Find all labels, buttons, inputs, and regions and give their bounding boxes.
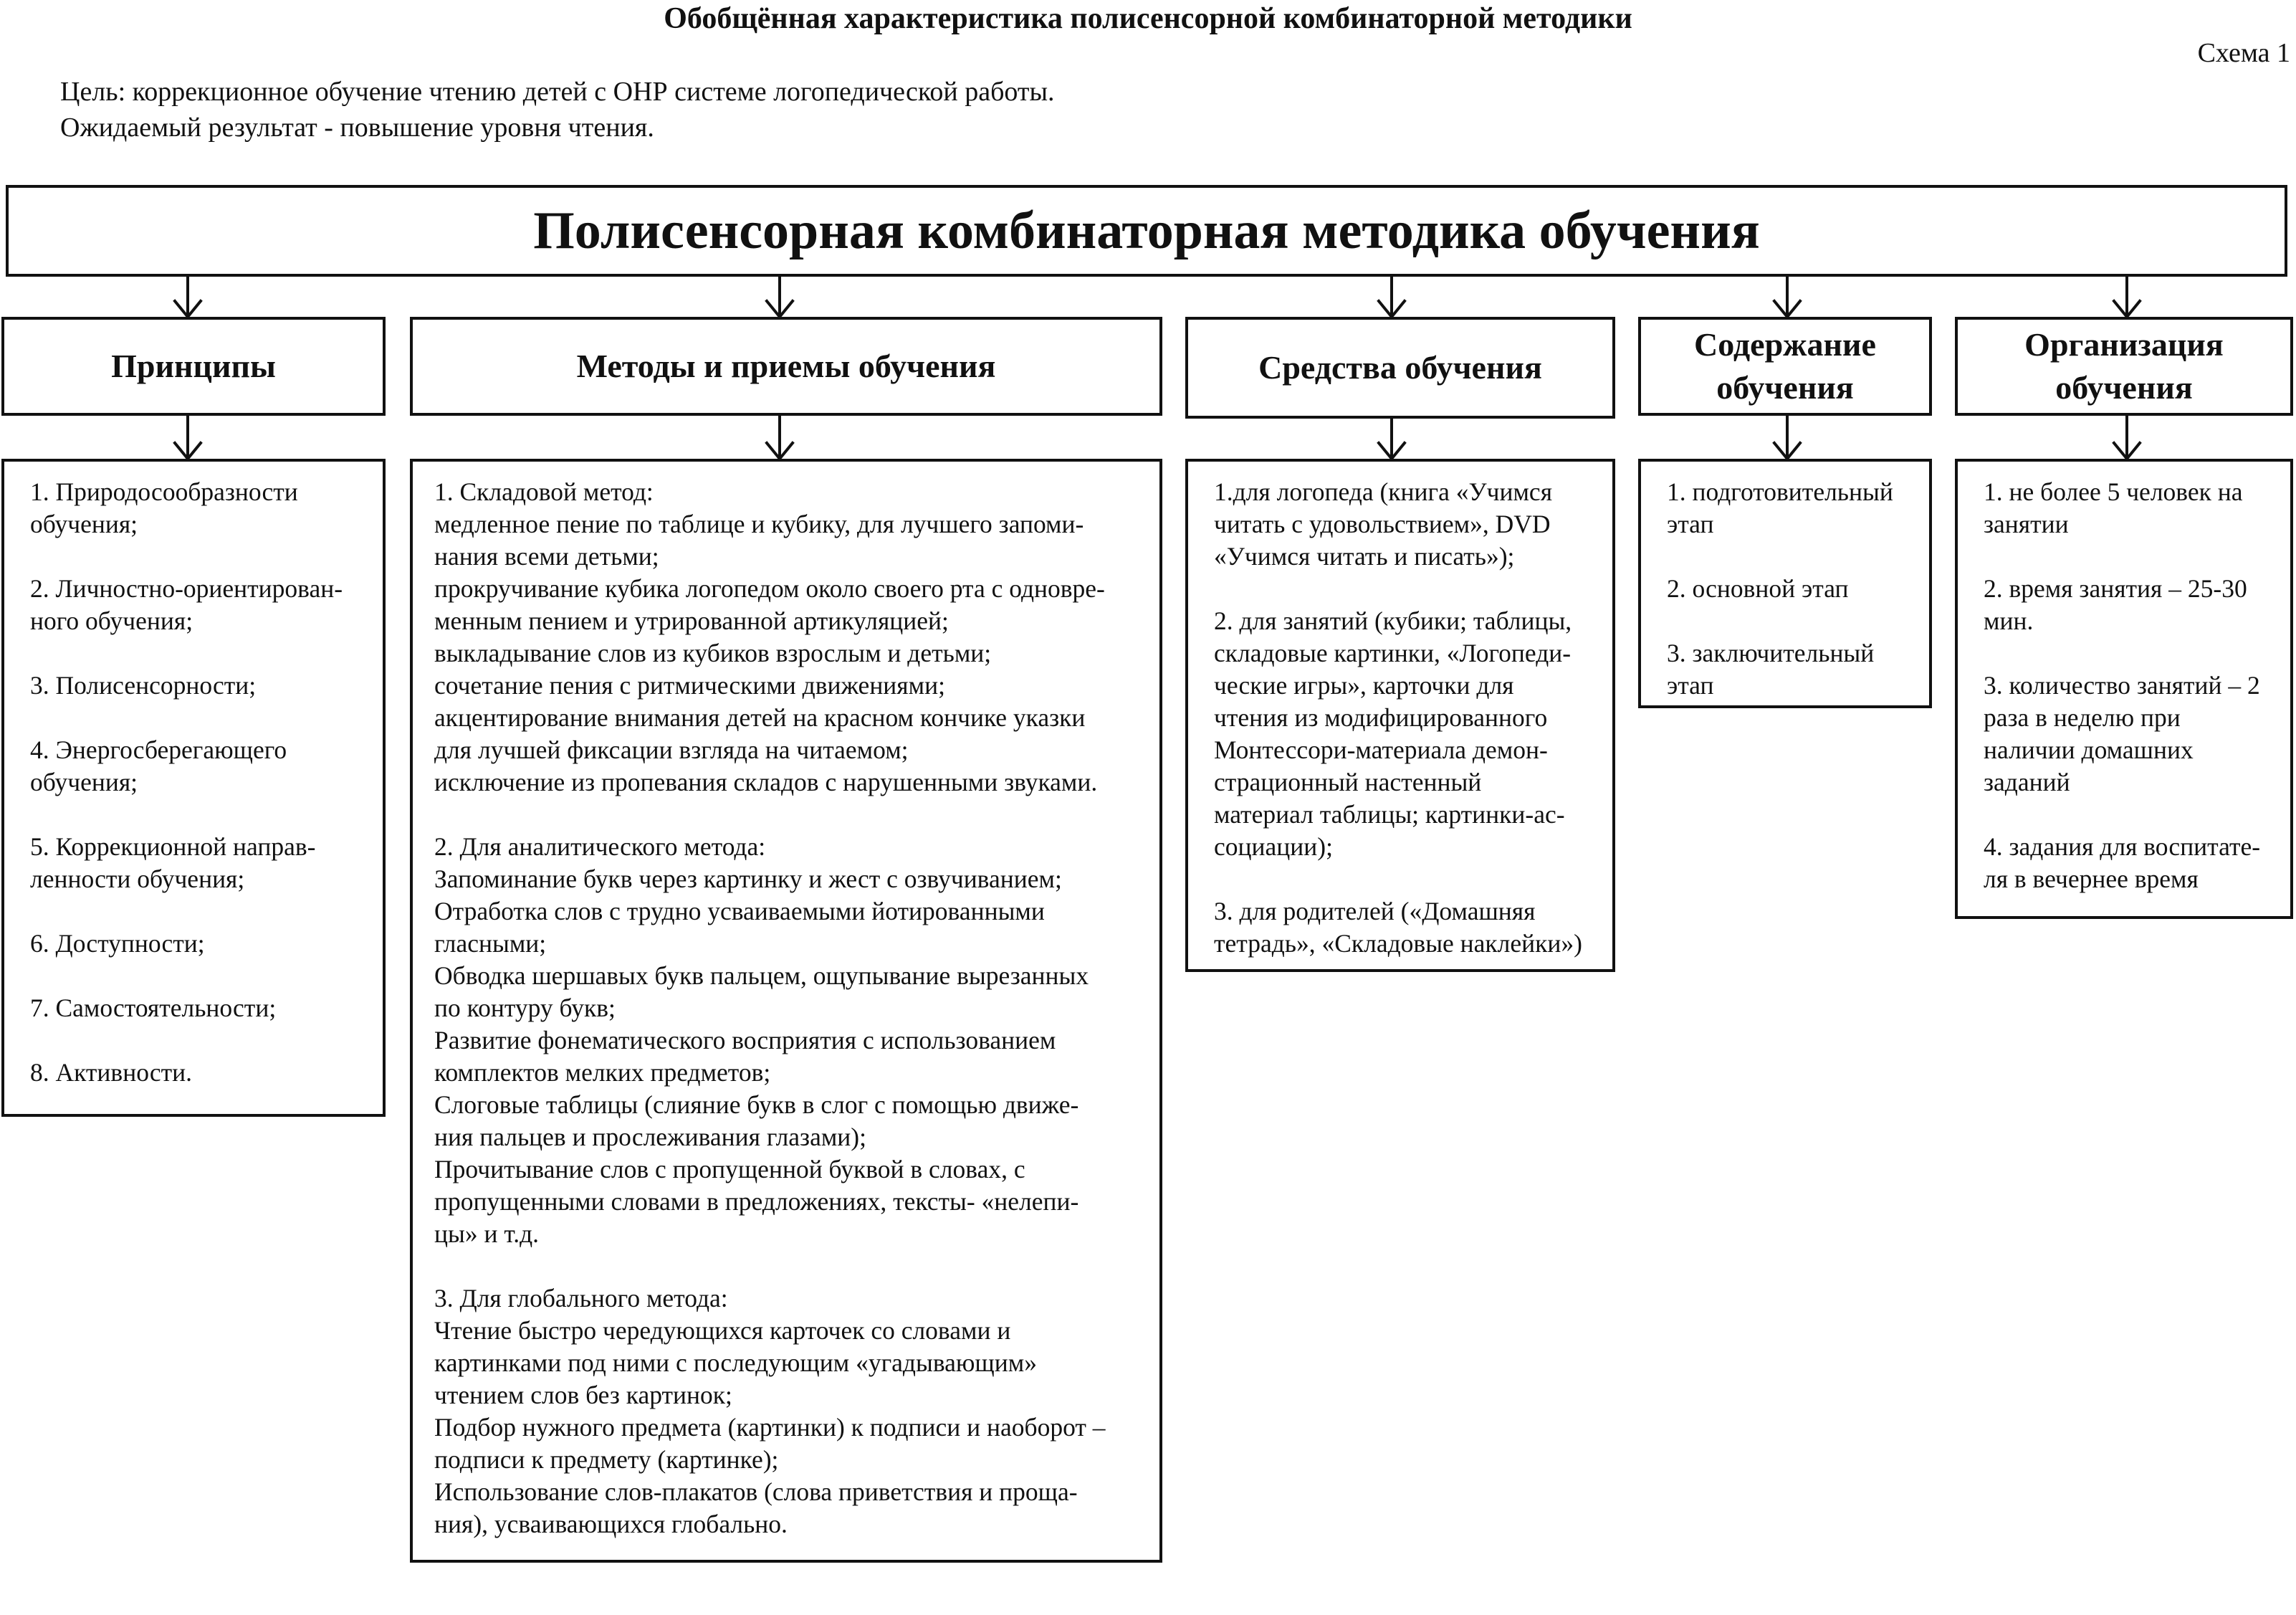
principles-list [1,459,386,1117]
heading-means [1185,317,1615,419]
arrow-main-to-principles [175,277,201,317]
method-line: Развитие фонематического восприятия с использованием [434,1026,1056,1054]
heading-content-label: Содержание обучения [1694,326,1876,406]
methods-section-analytic [434,831,1148,1250]
heading-principles-label: Принципы [111,348,276,384]
method-line: Слоговые таблицы (слияние букв в слог с помощью движе- [434,1090,1079,1119]
scheme-label: Схема 1 [2197,38,2290,68]
heading-means-label: Средства обучения [1258,349,1542,386]
arrow-main-to-methods [767,277,793,317]
method-line: акцентирование внимания детей на красном кончике указки [434,703,1086,732]
method-line: ния пальцев и прослеживания глазами); [434,1123,866,1151]
method-line: Обводка шершавых букв пальцем, ощупывание вырезанных [434,961,1089,990]
method-line: 3. Для глобального метода: [434,1284,728,1313]
list-item: 1.для логопеда (книга «Учимся читать с удовольствием», DVD «Учимся читать и писать»); [1214,477,1553,571]
list-item: 3. заключительный этап [1667,639,1875,700]
means-list [1185,459,1615,972]
method-line: для лучшей фиксации взгляда на читаемом; [434,735,909,764]
method-line: Использование слов-плакатов (слова приветствия и проща- [434,1477,1078,1506]
method-line: прокручивание кубика логопедом около своего рта с одновре- [434,574,1105,603]
method-line: подписи к предмету (картинке); [434,1445,779,1474]
list-item: 2. для занятий (кубики; таблицы, складовые картинки, «Логопеди- ческие игры», карточки для чтения из модифицированного Монтессори-материала демон- страционный настенный материал таблицы; картинки-ас- социации); [1214,606,1572,861]
heading-methods [410,317,1162,416]
arrow-principles-to-list [175,416,201,459]
document-title: Обобщённая характеристика полисенсорной комбинаторной методики [664,2,1632,35]
method-line: гласными; [434,929,547,958]
list-item: 2. основной этап [1667,574,1849,603]
main-method-title: Полисенсорная комбинаторная методика обучения [533,201,1760,260]
list-item: 1. не более 5 человек на занятии [1984,477,2243,538]
list-item: 1. Природосообразности обучения; [30,477,298,538]
list-item: 2. Личностно-ориентирован- ного обучения; [30,574,343,635]
arrow-organization-to-list [2114,416,2140,459]
arrow-main-to-content [1774,277,1800,317]
list-item: 2. время занятия – 25-30 мин. [1984,574,2247,635]
arrow-main-to-organization [2114,277,2140,317]
heading-content [1638,317,1932,416]
list-item: 7. Самостоятельности; [30,994,277,1022]
list-item: 6. Доступности; [30,929,205,958]
methods-list [410,459,1162,1563]
goal-text: Цель: коррекционное обучение чтению детей с ОНР системе логопедической работы. [60,77,1055,107]
method-line: сочетание пения с ритмическими движениями; [434,671,945,700]
method-line: Отработка слов с трудно усваиваемыми йотированными [434,897,1045,925]
method-line: медленное пение по таблице и кубику, для лучшего запоми- [434,510,1084,538]
method-line: выкладывание слов из кубиков взрослым и детьми; [434,639,992,667]
method-line: пропущенными словами в предложениях, тексты- «нелепи- [434,1187,1079,1216]
method-line: менным пением и утрированной артикуляцией; [434,606,949,635]
method-line: Подбор нужного предмета (картинки) к подписи и наоборот – [434,1413,1106,1442]
method-line: нания всеми детьми; [434,542,659,571]
expected-result-text: Ожидаемый результат - повышение уровня чтения. [60,113,654,143]
method-line: картинками под ними с последующим «угадывающим» [434,1348,1037,1377]
method-line: Запоминание букв через картинку и жест с озвучиванием; [434,864,1062,893]
content-list [1638,459,1932,708]
method-line: ния), усваивающихся глобально. [434,1510,788,1538]
method-line: 1. Складовой метод: [434,477,654,506]
method-line: Прочитывание слов с пропущенной буквой в словах, с [434,1155,1025,1183]
methods-section-global [434,1282,1148,1540]
method-line: комплектов мелких предметов; [434,1058,771,1087]
arrow-content-to-list [1774,416,1800,459]
list-item: 5. Коррекционной направ- ленности обучения; [30,832,316,893]
heading-organization-label: Организация обучения [2024,326,2224,406]
method-line: Чтение быстро чередующихся карточек со словами и [434,1316,1011,1345]
method-line: исключение из пропевания складов с нарушенными звуками. [434,768,1098,796]
arrow-methods-to-list [767,416,793,459]
heading-principles [1,317,386,416]
list-item: 3. для родителей («Домашняя тетрадь», «Складовые наклейки») [1214,897,1582,958]
method-line: цы» и т.д. [434,1219,540,1248]
methods-section-syllabic [434,476,1148,799]
heading-organization [1955,317,2293,416]
method-line: чтением слов без картинок; [434,1381,732,1409]
heading-methods-label: Методы и приемы обучения [576,348,996,384]
method-line: по контуру букв; [434,994,616,1022]
method-line: 2. Для аналитического метода: [434,832,766,861]
list-item: 8. Активности. [30,1058,192,1087]
list-item: 1. подготовительный этап [1667,477,1893,538]
arrow-main-to-means [1379,277,1405,317]
arrow-means-to-list [1379,419,1405,459]
list-item: 3. количество занятий – 2 раза в неделю при наличии домашних заданий [1984,671,2260,796]
list-item: 3. Полисенсорности; [30,671,257,700]
organization-list [1955,459,2293,919]
list-item: 4. Энергосберегающего обучения; [30,735,287,796]
list-item: 4. задания для воспитате- ля в вечернее время [1984,832,2261,893]
